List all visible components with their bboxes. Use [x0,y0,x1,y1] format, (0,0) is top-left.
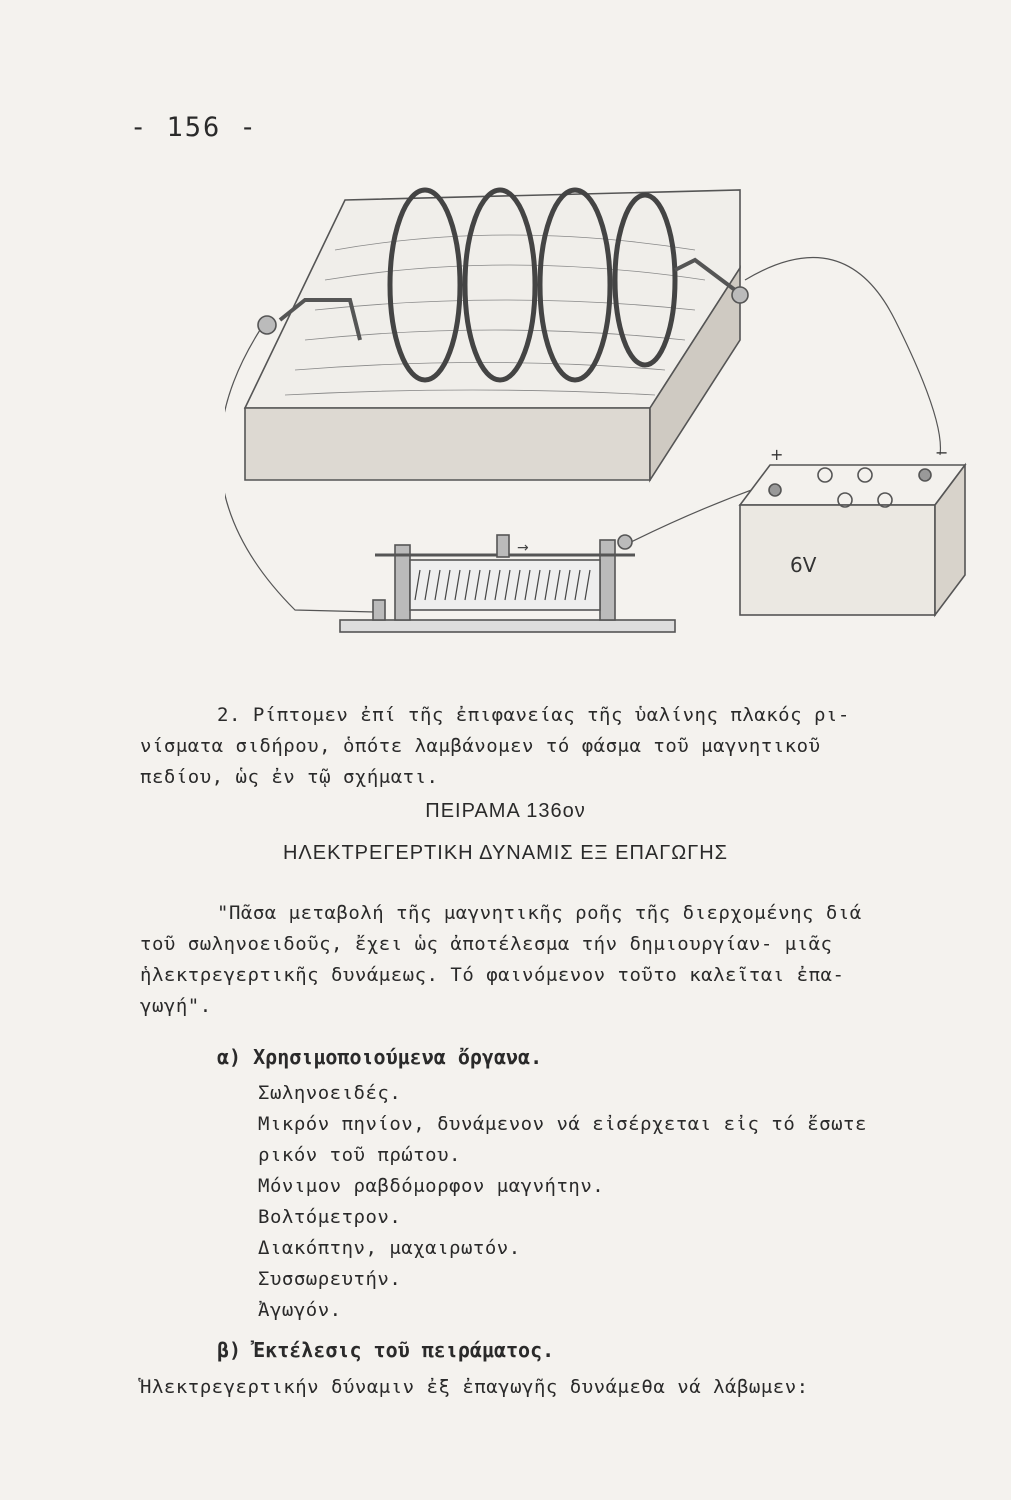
page-number: - 156 - [130,112,258,143]
right-terminal [732,287,748,303]
list-item: Διακόπτην, μαχαιρωτόν. [258,1237,521,1259]
experiment-subtitle: ΗΛΕΚΤΡΕΓΕΡΤΙΚΗ ΔΥΝΑΜΙΣ ΕΞ ΕΠΑΓΩΓΗΣ [282,842,729,864]
list-item: Συσσωρευτήν. [258,1268,402,1290]
definition-line: γωγή". [140,995,212,1017]
experiment-title: ΠΕΙΡΑΜΑ 136ον [425,800,586,822]
sliding-contact [497,535,509,557]
left-terminal [258,316,276,334]
paragraph-line: νίσματα σιδήρου, ὁπότε λαμβάνομεν τό φάσμα τοῦ μαγνητικοῦ [140,735,821,757]
definition-line: τοῦ σωληνοειδοῦς, ἔχει ὡς ἀποτέλεσμα τήν δημιουργίαν- μιᾶς [140,933,833,955]
list-item: Βολτόμετρον. [258,1206,402,1228]
minus-label: − [935,443,949,462]
solenoid-experiment-figure [225,180,985,650]
battery [740,465,965,615]
list-item: ρικόν τοῦ πρώτου. [258,1144,461,1166]
definition-line: "Πᾶσα μεταβολή τῆς μαγνητικῆς ροῆς τῆς διερχομένης διά [217,902,862,924]
list-item: Μόνιμον ραβδόμορφον μαγνήτην. [258,1175,605,1197]
list-item: Μικρόν πηνίον, δυνάμενον νά εἰσέρχεται εἰς τό ἔσωτε [258,1113,867,1135]
arrow-label: → [517,540,529,556]
plus-label: + [770,445,784,464]
definition-line: ἡλεκτρεγερτικῆς δυνάμεως. Τό φαινόμενον τοῦτο καλεῖται ἐπα- [140,964,845,986]
battery-voltage-label: 6V [790,553,817,577]
paragraph-line: 2. Ρίπτομεν ἐπί τῆς ἐπιφανείας τῆς ὑαλίνης πλακός ρι- [217,704,850,726]
glass-plate-front [245,408,650,480]
list-item: Σωληνοειδές. [258,1082,402,1104]
section-b-title: β) Ἐκτέλεσις τοῦ πειράματος. [217,1338,555,1362]
list-item: Ἀγωγόν. [258,1299,342,1321]
section-b-line: Ἡλεκτρεγερτικήν δύναμιν ἐξ ἐπαγωγῆς δυνάμεθα νά λάβωμεν: [140,1376,809,1398]
wire-minus [745,258,940,456]
section-a-title: α) Χρησιμοποιούμενα ὄργανα. [217,1045,543,1069]
rheostat [340,535,675,632]
paragraph-line: πεδίου, ὡς ἐν τῷ σχήματι. [140,766,439,788]
